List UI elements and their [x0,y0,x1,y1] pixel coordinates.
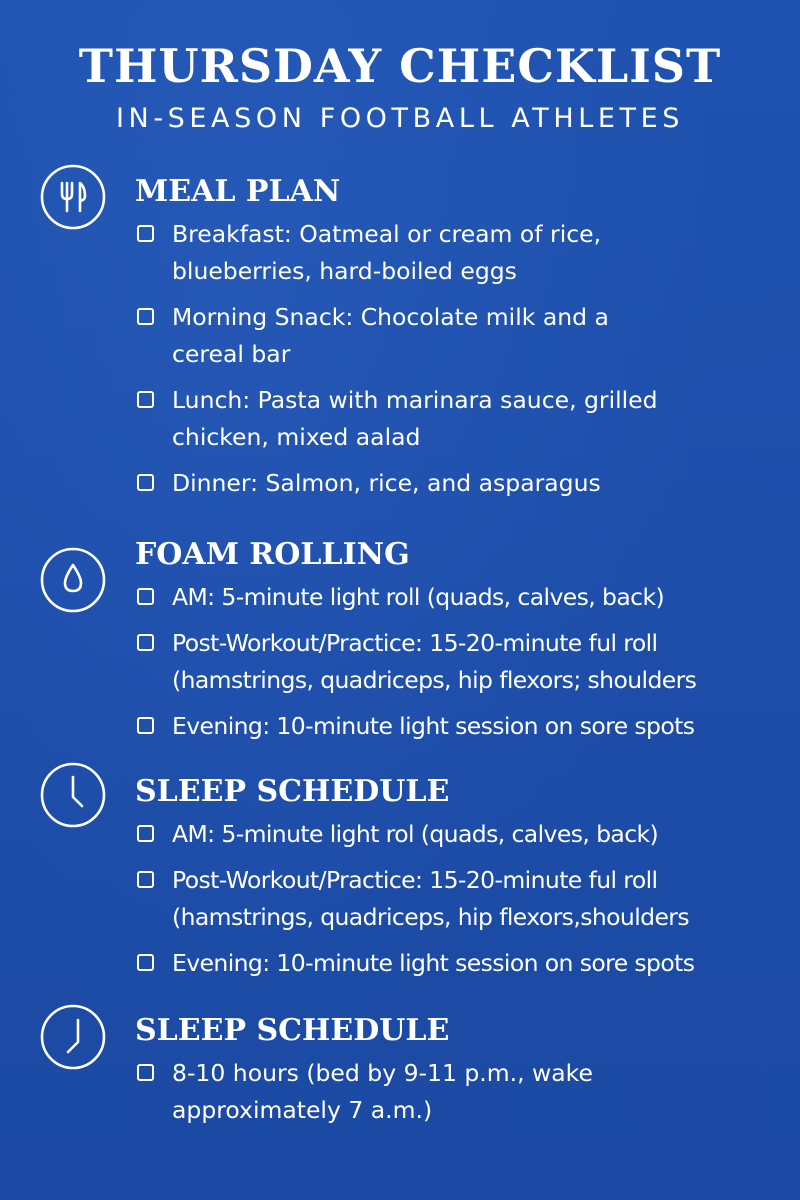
checkbox[interactable] [137,588,154,605]
section-title: FOAM ROLLING [135,537,410,572]
checkbox[interactable] [137,634,154,651]
checklist-item: 8-10 hours (bed by 9-11 p.m., wake approximately 7 a.m.) [135,1055,800,1129]
checkbox[interactable] [137,225,154,242]
section-title: SLEEP SCHEDULE [135,1013,450,1048]
checkbox[interactable] [137,825,154,842]
checklist [135,1055,800,1138]
checklist-item: Evening: 10-minute light session on sore spots [135,945,800,982]
checkbox[interactable] [137,954,154,971]
checkbox[interactable] [137,474,154,491]
clock-icon [40,1004,106,1070]
checklist-item: AM: 5-minute light roll (quads, calves, back) [135,579,800,616]
section-title: MEAL PLAN [135,174,341,209]
page-title: THURSDAY CHECKLIST [78,39,722,93]
checkbox[interactable] [137,871,154,888]
checkbox[interactable] [137,1064,154,1081]
checklist-item: Lunch: Pasta with marinara sauce, grilled chicken, mixed aalad [135,382,800,456]
checklist [135,216,800,511]
page-subtitle: IN-SEASON FOOTBALL ATHLETES [115,103,685,134]
checklist-item: Post-Workout/Practice: 15-20-minute ful roll (hamstrings, quadriceps, hip flexors; shoulders [135,625,800,699]
checklist-item: AM: 5-minute light rol (quads, calves, back) [135,816,800,853]
checklist-item: Breakfast: Oatmeal or cream of rice, blueberries, hard-boiled eggs [135,216,800,290]
checklist [135,579,800,754]
fork-knife-icon [40,164,106,230]
water-drop-icon [40,547,106,613]
checklist [135,816,800,991]
checkbox[interactable] [137,717,154,734]
checkbox[interactable] [137,308,154,325]
clock-icon [40,762,106,828]
section-title: SLEEP SCHEDULE [135,774,450,809]
checklist-item: Post-Workout/Practice: 15-20-minute ful roll (hamstrings, quadriceps, hip flexors,shoulders [135,862,800,936]
checkbox[interactable] [137,391,154,408]
checklist-item: Dinner: Salmon, rice, and asparagus [135,465,800,502]
checklist-item: Morning Snack: Chocolate milk and a cereal bar [135,299,800,373]
checklist-item: Evening: 10-minute light session on sore spots [135,708,800,745]
